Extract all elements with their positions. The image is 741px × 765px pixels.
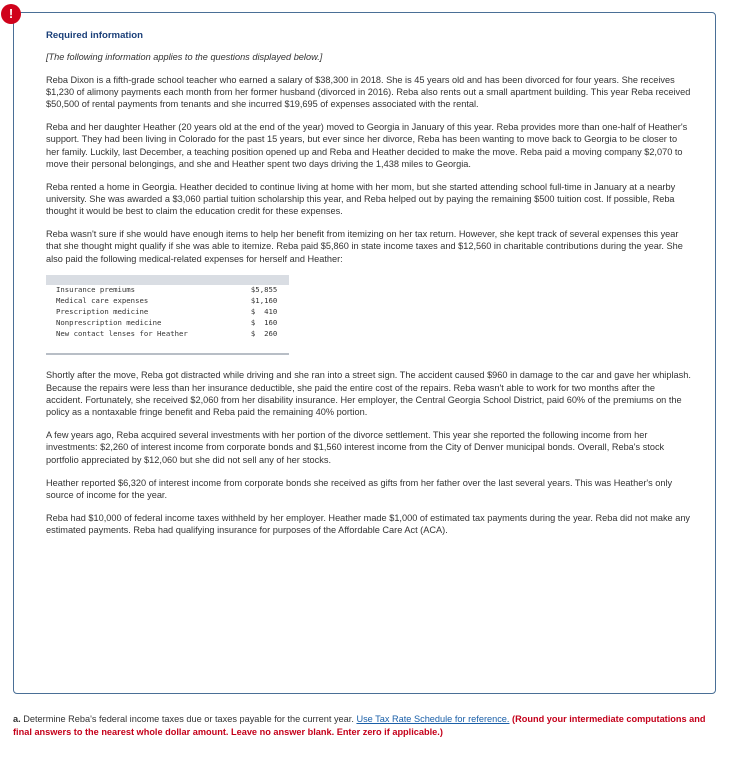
expense-amount: $ 260 [250,328,278,338]
question-prefix: a. [13,714,21,724]
table-row [46,307,289,318]
question-instructions: (Round your intermediate computations and final answers to the nearest whole dollar amount. Leave no answer blank. Enter zero if applicable.) [13,714,706,737]
required-information-content [46,30,692,547]
table-header-bar [46,275,289,285]
table-row [46,285,289,296]
tax-rate-schedule-link[interactable]: Use Tax Rate Schedule for reference. [356,714,510,724]
question-a [13,713,723,739]
paragraph-accident: Shortly after the move, Reba got distracted while driving and she ran into a street sign. The accident caused $960 in damage to the car and gave her whiplash. Because the repairs were less than her insurance deductible, she paid the entire cost of the repairs. Reba wasn't able to work for two months after the accident. Fortunately, she received $2,060 from her disability insurance. Her employer, the Central Georgia School District, paid 60% of the premiums on the policy as a nontaxable fringe benefit and Reba paid the remaining 40% portion. [46,370,691,418]
question-text: Determine Reba's federal income taxes due or taxes payable for the current year. [23,714,354,724]
expense-amount: $ 160 [250,317,278,327]
paragraph-heather-income: Heather reported $6,320 of interest income from corporate bonds she received as gifts from her father over the last several years. This was Heather's only source of income for the year. [46,477,673,500]
paragraph-withholding: Reba had $10,000 of federal income taxes withheld by her employer. Heather made $1,000 of estimated tax payments during the year. Reba did not make any estimated payments. Reba had qualifying insurance for purposes of the Affordable Care Act (ACA). [46,512,691,535]
table-footer-bar [46,339,289,354]
paragraph-investments: A few years ago, Reba acquired several investments with her portion of the divorce settlement. This year she reported the following income from her investments: $2,260 of interest income from corporate bonds and $1,560 interest income from the City of Denver municipal bonds. Overall, Reba's stock portfolio appreciated by $12,060 but she did not sell any of her stocks. [46,430,665,465]
expense-amount: $ 410 [250,307,278,317]
expense-amount: $5,855 [250,285,278,295]
expense-label: Medical care expenses [56,296,149,306]
paragraph-salary: Reba Dixon is a fifth-grade school teacher who earned a salary of $38,300 in 2018. She is 45 years old and has been divorced for four years. She receives $1,230 of alimony payments each month from her former husband (divorced in 2016). Reba also rents out a small apartment building. This year Reba received $50,500 of rental payments from tenants and she incurred $19,695 of expenses associated with the rental. [46,74,691,110]
table-row [46,318,289,329]
alert-icon: ! [1,4,21,24]
table-row [46,329,289,340]
expense-label: Prescription medicine [56,307,149,317]
required-information-heading: Required information [46,30,144,41]
table-row [46,296,289,307]
expense-label: Insurance premiums [56,285,136,295]
medical-expenses-table [46,275,289,355]
expense-label: New contact lenses for Heather [56,328,188,338]
expense-label: Nonprescription medicine [56,317,162,327]
expense-amount: $1,160 [250,296,278,306]
paragraph-itemizing: Reba wasn't sure if she would have enough items to help her benefit from itemizing on her tax return. However, she kept track of several expenses this year that she thought might qualify if she was able to itemize. Reba paid $5,860 in state income taxes and $12,560 in charitable contributions during the year. She also paid the following medical-related expenses for herself and Heather: [46,229,683,264]
paragraph-education: Reba rented a home in Georgia. Heather decided to continue living at home with her mom, but she started attending school full-time in January at a nearby university. She was awarded a $3,060 partial tuition scholarship this year, and Reba helped out by paying the remaining $500 tuition cost. If possible, Reba thought it would be best to claim the education credit for these expenses. [46,181,676,217]
applies-note: [The following information applies to the questions displayed below.] [46,52,323,63]
paragraph-move: Reba and her daughter Heather (20 years old at the end of the year) moved to Georgia in January of this year. Reba provides more than one-half of Heather's support. They had been living in Colorado for the past 15 years, but ever since her divorce, Reba has been wanting to move back to Georgia to be closer to her family. Luckily, last December, a teaching position opened up and Reba and Heather decided to make the move. Reba paid a moving company $2,070 to move their personal belongings, and she and Heather spent two days driving the 1,438 miles to Georgia. [46,121,688,169]
